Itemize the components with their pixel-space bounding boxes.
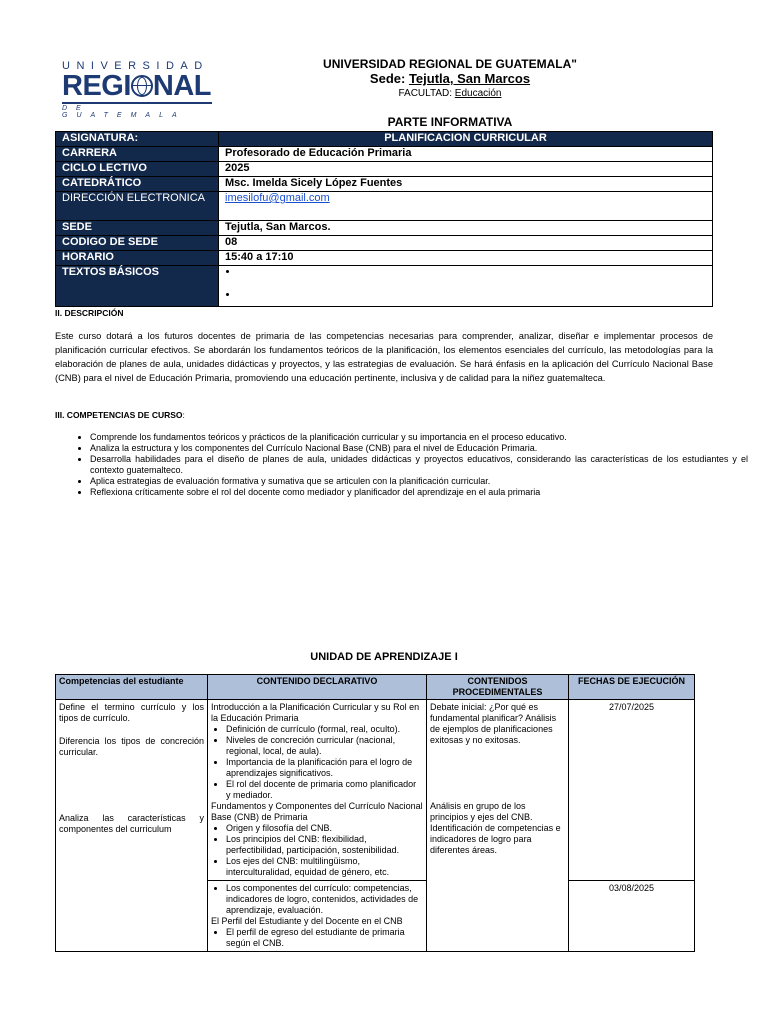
column-header: CONTENIDO DECLARATIVO — [208, 675, 427, 700]
column-header: Competencias del estudiante — [56, 675, 208, 700]
list-item: • Niveles de concreción curricular (nacional, regional, local, de aula). — [226, 735, 423, 757]
competencia-item: Analiza las características y componentes del curriculum — [59, 813, 204, 834]
catedratico-label: CATEDRÁTICO — [56, 177, 219, 192]
declarativo-cell — [208, 881, 427, 952]
table-row — [56, 147, 713, 162]
table-row — [56, 177, 713, 192]
facultad-heading: FACULTAD: Educación — [398, 88, 502, 99]
logo-main-text: REGI NAL — [62, 70, 212, 102]
table-row — [56, 162, 713, 177]
carrera-value: Profesorado de Educación Primaria — [219, 147, 713, 162]
list-item: • Los componentes del currículo: competencias, indicadores de logro, contenidos, actividades de aprendizaje, evaluación. — [226, 883, 423, 916]
table-row — [56, 266, 713, 307]
list-item: • Los principios del CNB: flexibilidad, perfectibilidad, participación, sostenibilidad. — [226, 834, 423, 856]
asignatura-value: PLANIFICACION CURRICULAR — [219, 132, 713, 147]
list-item — [239, 266, 706, 278]
competencia-item: Diferencia los tipos de concreción curricular. — [59, 736, 204, 757]
carrera-label: CARRERA — [56, 147, 219, 162]
procedimental-item: Análisis en grupo de los principios y ejes del CNB. Identificación de competencias e indicadores de logro para diferentes áreas. — [430, 801, 561, 855]
list-item: • Origen y filosofía del CNB. — [226, 823, 423, 834]
competencias-title: III. COMPETENCIAS DE CURSO: — [55, 410, 185, 420]
fecha-cell: 03/08/2025 — [569, 881, 695, 952]
competencia-item: Define el termino currículo y los tipos de currículo. — [59, 702, 204, 723]
asignatura-label: ASIGNATURA: — [56, 132, 219, 147]
codigo-label: CODIGO DE SEDE — [56, 236, 219, 251]
parte-informativa-heading: PARTE INFORMATIVA — [387, 115, 513, 129]
sede-label: SEDE — [56, 221, 219, 236]
logo-top-text: UNIVERSIDAD — [62, 60, 209, 72]
table-row — [56, 700, 695, 881]
list-item: • El rol del docente de primaria como planificador y mediador. — [226, 779, 423, 801]
descripcion-title: II. DESCRIPCIÓN — [55, 308, 124, 318]
table-row — [56, 251, 713, 266]
textos-value — [219, 266, 713, 307]
logo-bottom-text: DE GUATEMALA — [62, 105, 186, 119]
procedimental-cell — [427, 700, 569, 952]
declarativo-cnb: Fundamentos y Componentes del Currículo Nacional Base (CNB) de Primaria — [211, 801, 423, 822]
list-item: • Importancia de la planificación para el logro de aprendizajes significativos. — [226, 757, 423, 779]
list-item: • Analiza la estructura y los componentes del Currículo Nacional Base (CNB) para el nivel de Educación Primaria. — [90, 443, 748, 454]
horario-value: 15:40 a 17:10 — [219, 251, 713, 266]
sede-value: Tejutla, San Marcos. — [219, 221, 713, 236]
table-header-row — [56, 675, 695, 700]
list-item — [239, 289, 706, 301]
descripcion-text: Este curso dotará a los futuros docentes de primaria de las competencias necesarias para comprender, analizar, diseñar e implementar procesos de planificación curricular efectivos. Se abordarán los fundamentos teóricos de la planificación, los elementos esenciales del currículo, las metodologías para la elaboración de planes de aula, unidades didácticas y proyectos, y las estrategias de evaluación. Se hará énfasis en la aplicación del Currículo Nacional Base (CNB) para el nivel de Educación Primaria, promoviendo una educación pertinente, inclusiva y de calidad para la niñez guatemalteca. — [55, 331, 713, 383]
horario-label: HORARIO — [56, 251, 219, 266]
declarativo-perfil: El Perfil del Estudiante y del Docente en el CNB — [211, 916, 403, 926]
catedratico-value: Msc. Imelda Sicely López Fuentes — [219, 177, 713, 192]
email-link[interactable]: imesilofu@gmail.com — [225, 192, 330, 204]
table-row — [56, 132, 713, 147]
column-header: FECHAS DE EJECUCIÓN — [569, 675, 695, 700]
table-row — [56, 221, 713, 236]
competencias-list — [55, 432, 748, 498]
globe-icon — [131, 75, 153, 97]
ciclo-value: 2025 — [219, 162, 713, 177]
codigo-value: 08 — [219, 236, 713, 251]
list-item: • Los ejes del CNB: multilingüismo, interculturalidad, equidad de género, etc. — [226, 856, 423, 878]
list-item: • Definición de currículo (formal, real, oculto). — [226, 724, 423, 735]
logo-divider — [62, 102, 212, 104]
table-row — [56, 236, 713, 251]
sede-heading: Sede: Tejutla, San Marcos — [369, 71, 531, 86]
university-title: UNIVERSIDAD REGIONAL DE GUATEMALA" — [323, 57, 577, 71]
fecha-cell: 27/07/2025 — [569, 700, 695, 881]
competencias-cell — [56, 700, 208, 952]
declarativo-intro: Introducción a la Planificación Curricular y su Rol en la Educación Primaria — [211, 702, 420, 723]
procedimental-item: Debate inicial: ¿Por qué es fundamental planificar? Análisis de ejemplos de planificaciones exitosas y no exitosas. — [430, 702, 557, 745]
list-item: • Reflexiona críticamente sobre el rol del docente como mediador y planificador del aprendizaje en el aula primaria — [90, 487, 748, 498]
table-row — [56, 192, 713, 221]
email-cell — [219, 192, 713, 221]
unidad-table — [55, 674, 695, 952]
column-header: CONTENIDOS PROCEDIMENTALES — [427, 675, 569, 700]
declarativo-cell — [208, 700, 427, 881]
list-item: • Comprende los fundamentos teóricos y prácticos de la planificación curricular y su importancia en el proceso educativo. — [90, 432, 748, 443]
list-item: • Aplica estrategias de evaluación formativa y sumativa que se articulen con la planificación curricular. — [90, 476, 748, 487]
info-table — [55, 131, 713, 307]
university-logo — [62, 60, 222, 119]
unidad-title: UNIDAD DE APRENDIZAJE I — [310, 651, 458, 663]
ciclo-label: CICLO LECTIVO — [56, 162, 219, 177]
list-item: • El perfil de egreso del estudiante de primaria según el CNB. — [226, 927, 423, 949]
textos-label: TEXTOS BÁSICOS — [56, 266, 219, 307]
list-item: • Desarrolla habilidades para el diseño de planes de aula, unidades didácticas y proyectos educativos, considerando las características de los estudiantes y el contexto guatemalteco. — [90, 454, 748, 476]
email-label: DIRECCIÓN ELECTRONICA — [56, 192, 219, 221]
